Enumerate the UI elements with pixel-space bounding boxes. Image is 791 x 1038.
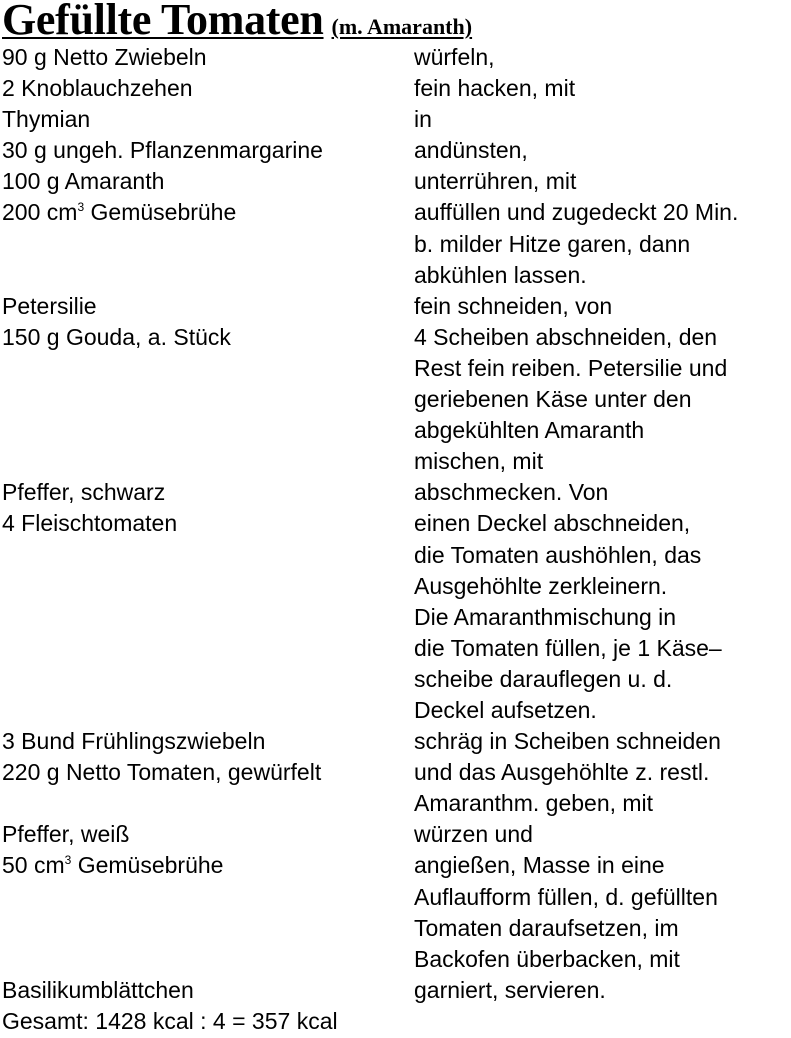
ingredient: 220 g Netto Tomaten, gewürfelt [2, 759, 322, 786]
recipe-step [2, 757, 791, 819]
ingredient: 30 g ungeh. Pflanzenmargarine [2, 137, 323, 164]
ingredient: Basilikumblättchen [2, 976, 194, 1003]
instruction: schräg in Scheiben schneiden [414, 728, 721, 755]
recipe-step [2, 975, 791, 1006]
recipe-step [2, 135, 791, 166]
ingredient: 100 g Amaranth [2, 168, 165, 195]
ingredient [2, 850, 414, 881]
instruction: auffüllen und zugedeckt 20 Min. b. milder Hitze garen, dann abkühlen lassen. [414, 199, 739, 288]
instruction: abschmecken. Von [414, 479, 609, 506]
recipe-step [2, 508, 791, 726]
instruction: und das Ausgehöhlte z. restl. Amaranthm. geben, mit [414, 759, 710, 817]
ingredient: 150 g Gouda, a. Stück [2, 323, 231, 350]
recipe-step [2, 291, 791, 322]
total-calories: Gesamt: 1428 kcal : 4 = 357 kcal [2, 1007, 338, 1034]
instruction: unterrühren, mit [414, 168, 577, 195]
title-row [2, 0, 472, 45]
ingredient-name: Gemüsebrühe [71, 852, 224, 879]
ingredient: 2 Knoblauchzehen [2, 75, 193, 102]
ingredient-amount: 200 cm [2, 199, 78, 226]
ingredient [2, 197, 414, 228]
ingredient: Pfeffer, schwarz [2, 479, 166, 506]
instruction: einen Deckel abschneiden, die Tomaten aushöhlen, das Ausgehöhlte zerkleinern. Die Amaranthmischung in die Tomaten füllen, je 1 Käse– scheibe darauflegen u. d. Deckel aufsetzen. [414, 510, 722, 723]
unit-superscript: 3 [64, 853, 72, 868]
instruction: würfeln, [414, 44, 495, 70]
recipe-step [2, 73, 791, 104]
recipe-step [2, 726, 791, 757]
instruction: andünsten, [414, 137, 528, 164]
ingredient: 4 Fleischtomaten [2, 510, 178, 537]
recipe-title: Gefüllte Tomaten [2, 0, 324, 44]
instruction: 4 Scheiben abschneiden, den Rest fein reiben. Petersilie und geriebenen Käse unter den abgekühlten Amaranth mischen, mit [414, 323, 728, 475]
recipe-step [2, 322, 791, 477]
ingredient: 3 Bund Frühlingszwiebeln [2, 728, 266, 755]
recipe-step [2, 819, 791, 850]
recipe-steps [2, 42, 791, 1037]
ingredient-name: Gemüsebrühe [84, 199, 237, 226]
ingredient: Pfeffer, weiß [2, 821, 130, 848]
recipe-step [2, 104, 791, 135]
recipe-step [2, 477, 791, 508]
instruction: angießen, Masse in eine Auflaufform füllen, d. gefüllten Tomaten daraufsetzen, im Backofen überbacken, mit [414, 852, 718, 972]
ingredient: Petersilie [2, 292, 97, 319]
ingredient: 90 g Netto Zwiebeln [2, 44, 207, 70]
instruction: würzen und [414, 821, 533, 848]
unit-superscript: 3 [77, 200, 85, 215]
instruction: fein schneiden, von [414, 292, 613, 319]
recipe-step [2, 850, 791, 974]
ingredient: Thymian [2, 106, 91, 133]
recipe-subtitle: (m. Amaranth) [331, 14, 473, 39]
recipe-step [2, 197, 791, 290]
instruction: in [414, 106, 432, 133]
ingredient-amount: 50 cm [2, 852, 65, 879]
recipe-step [2, 166, 791, 197]
instruction: garniert, servieren. [414, 976, 606, 1003]
instruction: fein hacken, mit [414, 75, 576, 102]
recipe-step [2, 42, 791, 73]
